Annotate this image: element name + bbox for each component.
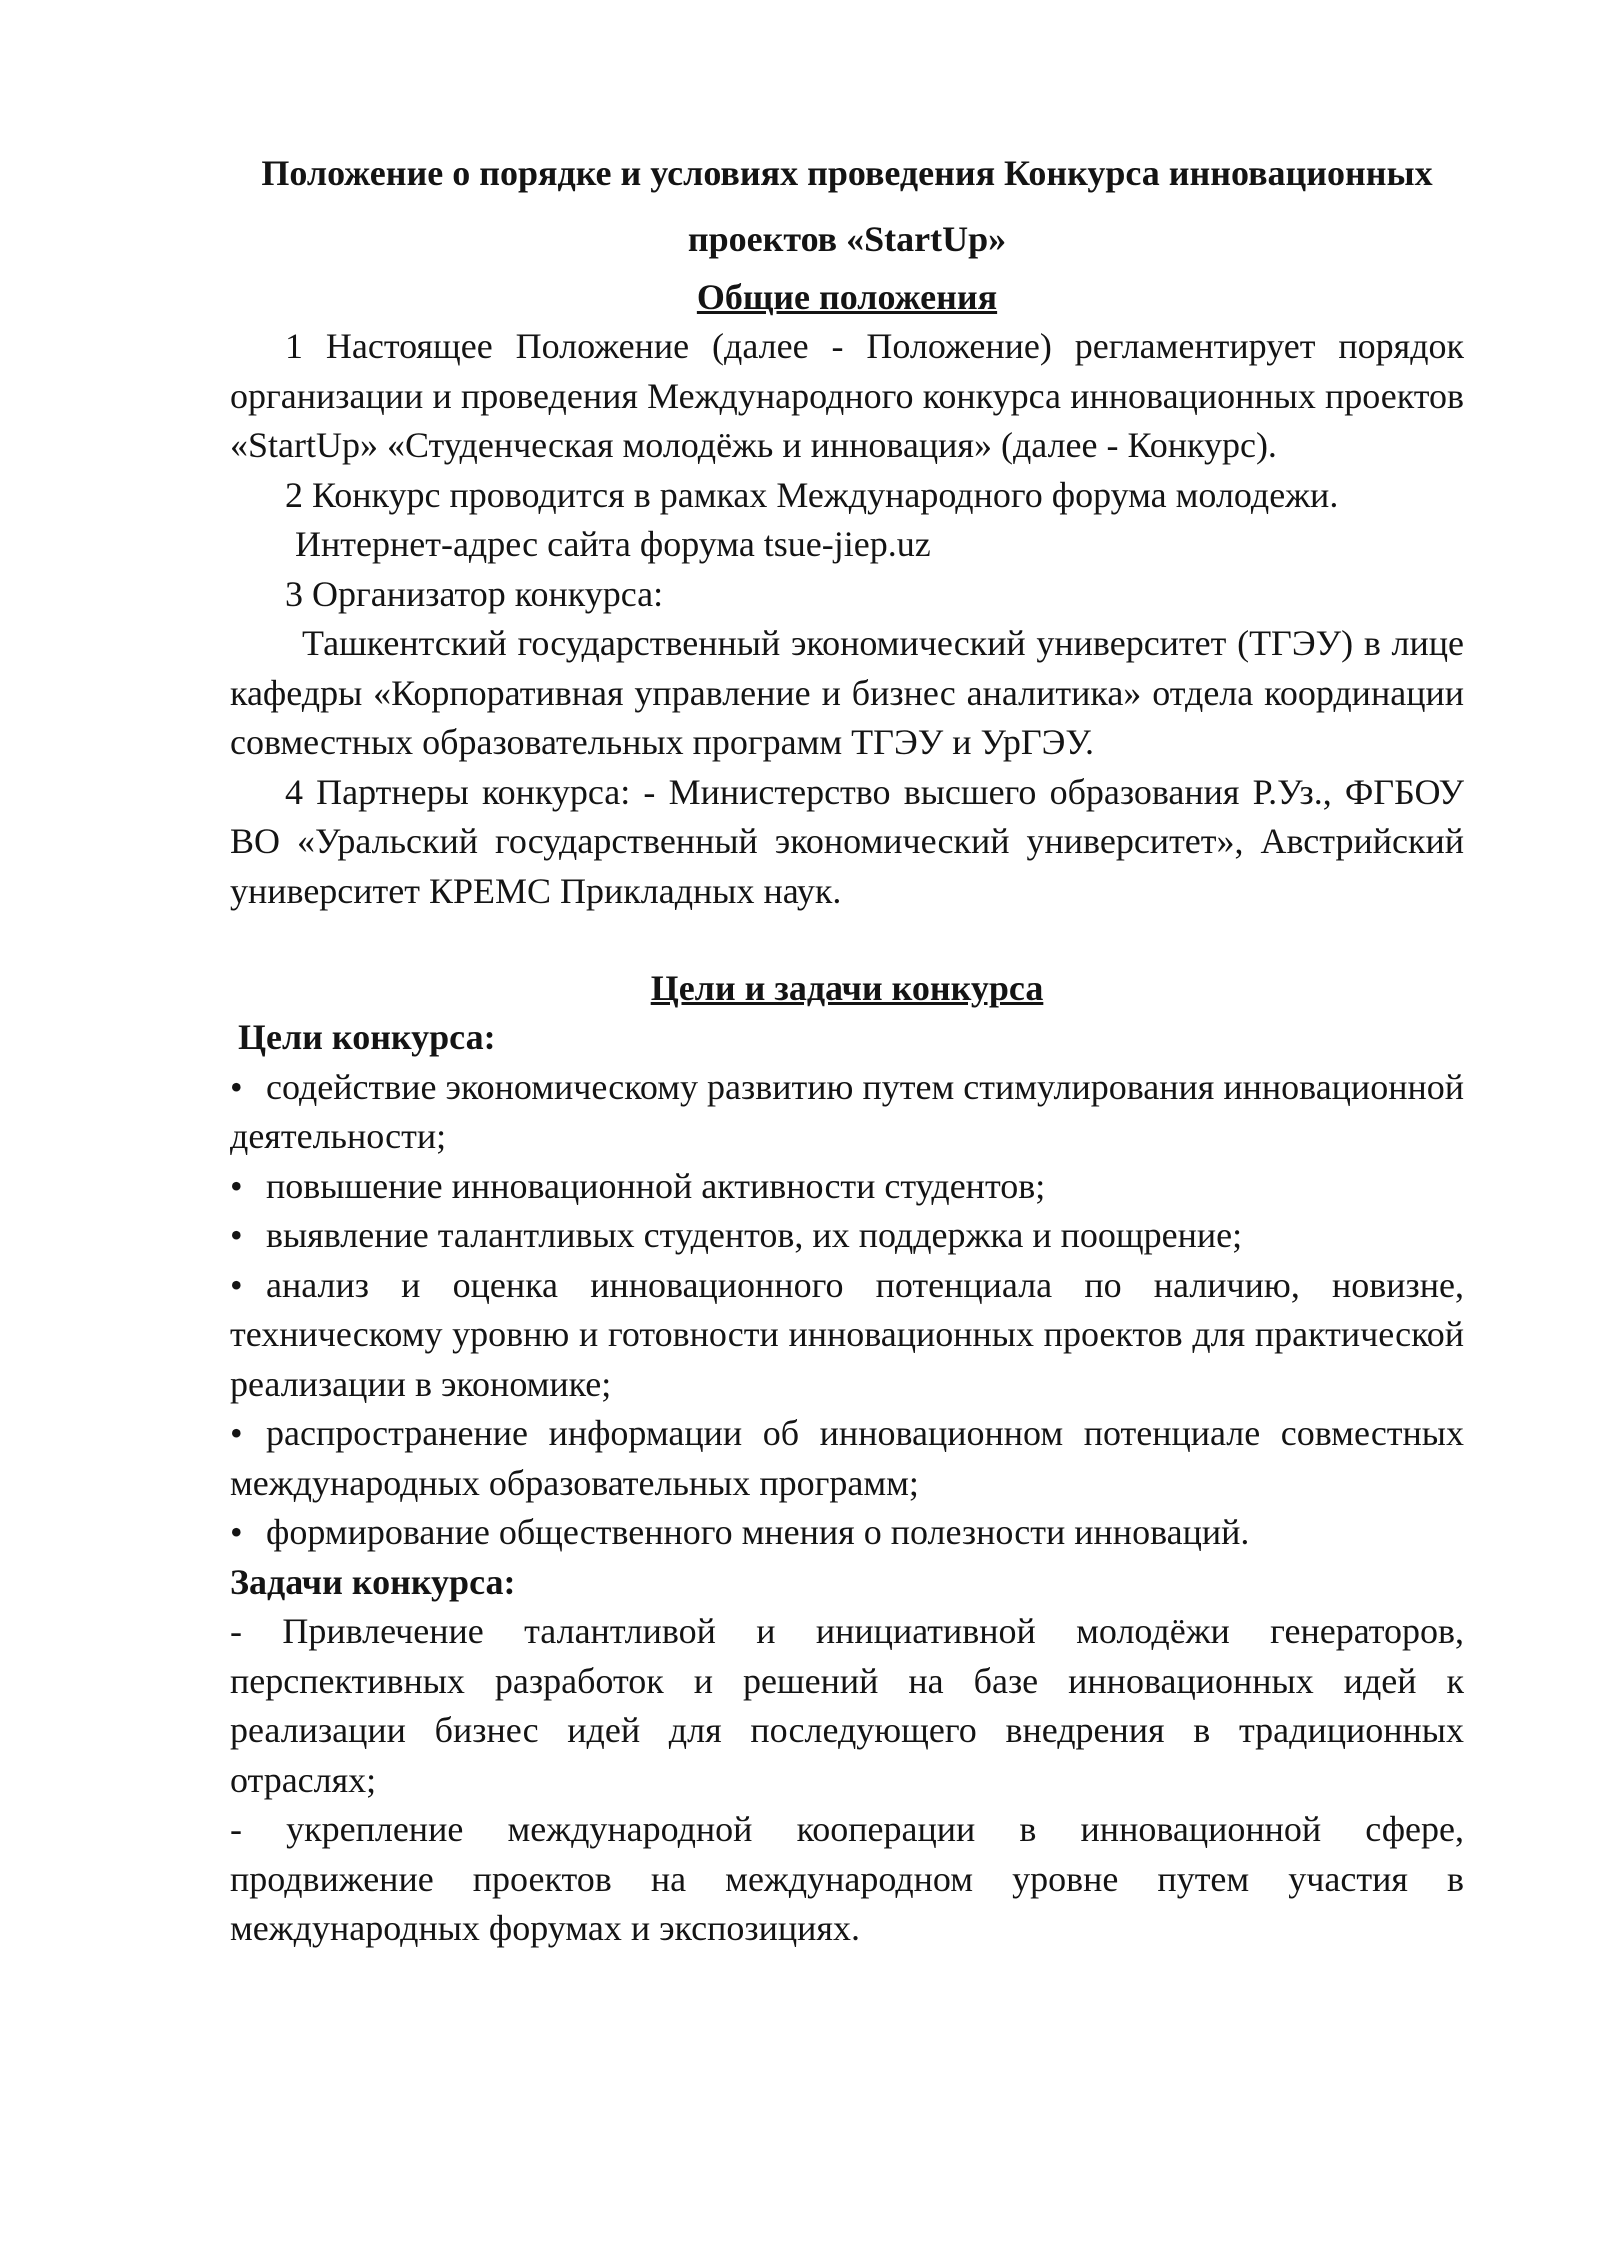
goals-list bbox=[230, 1063, 1464, 1558]
section-heading-goals-tasks: Цели и задачи конкурса bbox=[650, 968, 1044, 1008]
bullet-icon: • bbox=[230, 1066, 243, 1107]
paragraph-3: 3 Организатор конкурса: bbox=[285, 573, 664, 614]
list-item-text: повышение инновационной активности студентов; bbox=[266, 1165, 1046, 1206]
bullet-icon: • bbox=[230, 1215, 243, 1255]
bullet-icon: • bbox=[230, 1413, 243, 1453]
list-item-text: содействие экономическому развитию путем стимулирования инновационной деятельности; bbox=[230, 1066, 1464, 1156]
list-item bbox=[230, 1063, 1464, 1162]
paragraph-website: Интернет-адрес сайта форума tsue-jiep.uz bbox=[295, 524, 931, 564]
list-item bbox=[230, 1162, 1464, 1212]
paragraph-1: 1 Настоящее Положение (далее - Положение) регламентирует порядок организации и проведения Международного конкурса инновационных проектов «StartUp» «Студенческая молодёжь и инновация» (далее - Конкурс). bbox=[230, 326, 1464, 465]
task-1: - Привлечение талантливой и инициативной молодёжи генераторов, перспективных разработок и решений на базе инновационных идей к реализации бизнес идей для последующего внедрения в традиционных отраслях; bbox=[230, 1611, 1464, 1800]
paragraph-organizer: Ташкентский государственный экономический университет (ТГЭУ) в лице кафедры «Корпоративная управление и бизнес аналитика» отдела координации совместных образовательных программ ТГЭУ и УрГЭУ. bbox=[230, 623, 1464, 762]
list-item bbox=[230, 1261, 1464, 1410]
task-2: - укрепление международной кооперации в инновационной сфере, продвижение проектов на международном уровне путем участия в международных форумах и экспозициях. bbox=[230, 1809, 1464, 1948]
document-title-line-2: проектов «StartUp» bbox=[687, 219, 1007, 259]
goals-heading: Цели конкурса: bbox=[238, 1017, 496, 1057]
bullet-icon: • bbox=[230, 1165, 243, 1206]
document-title-line-1: Положение о порядке и условиях проведения Конкурса инновационных bbox=[261, 153, 1433, 193]
paragraph-4: 4 Партнеры конкурса: - Министерство высшего образования Р.Уз., ФГБОУ ВО «Уральский государственный экономический университет», Австрийский университет КРЕМС Прикладных наук. bbox=[230, 771, 1464, 911]
section-spacer bbox=[230, 916, 1464, 963]
list-item bbox=[230, 1409, 1464, 1508]
list-item bbox=[230, 1508, 1464, 1558]
section-heading-general: Общие положения bbox=[696, 277, 998, 317]
list-item bbox=[230, 1211, 1464, 1261]
tasks-heading: Задачи конкурса: bbox=[230, 1561, 516, 1602]
list-item-text: анализ и оценка инновационного потенциала по наличию, новизне, техническому уровню и готовности инновационных проектов для практической реализации в экономике; bbox=[230, 1264, 1464, 1404]
list-item-text: выявление талантливых студентов, их поддержка и поощрение; bbox=[266, 1215, 1243, 1255]
list-item-text: распространение информации об инновационном потенциале совместных международных образовательных программ; bbox=[230, 1413, 1464, 1503]
bullet-icon: • bbox=[230, 1264, 243, 1305]
paragraph-2: 2 Конкурс проводится в рамках Международного форума молодежи. bbox=[285, 474, 1339, 515]
bullet-icon: • bbox=[230, 1512, 243, 1552]
list-item-text: формирование общественного мнения о полезности инноваций. bbox=[266, 1512, 1250, 1552]
